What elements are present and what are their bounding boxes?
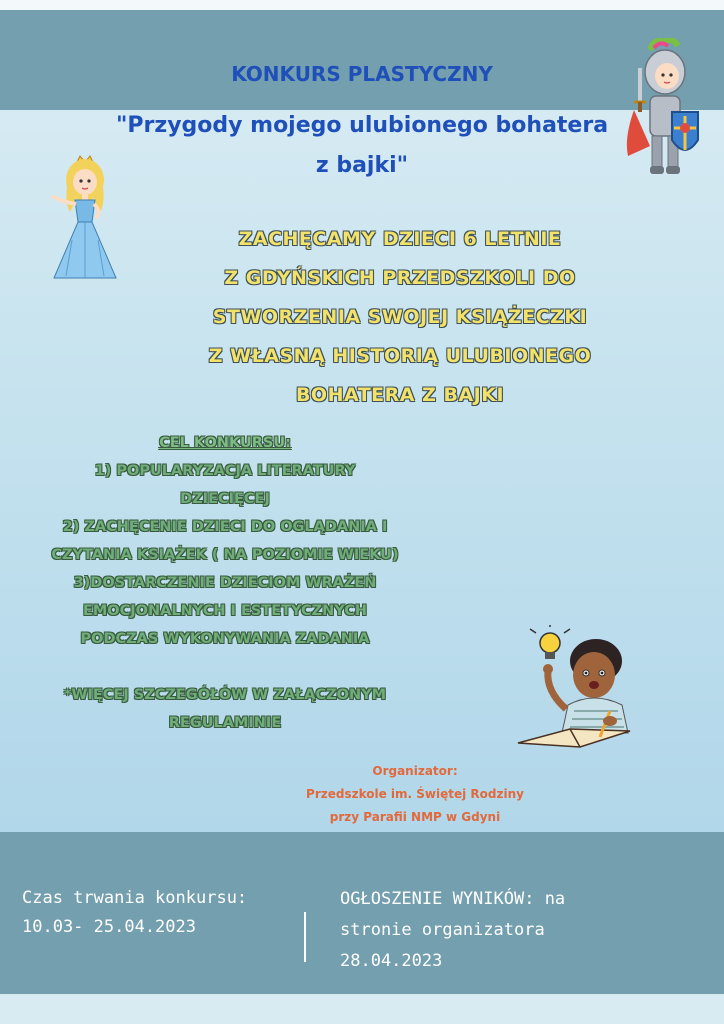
invitation-text [150,220,650,415]
header-band [0,10,724,110]
subtitle-line-2: z bajki" [315,153,409,178]
goal-line: 1) POPULARYZACJA LITERATURY [94,463,356,479]
invitation-line: Z GDYŃSKICH PRZEDSZKOLI DO [224,267,576,289]
invitation-line: ZACHĘCAMY DZIECI 6 LETNIE [238,228,562,250]
results-line-2: stronie organizatora [340,920,545,940]
top-strip [0,0,724,10]
goal-line: EMOCJONALNYCH I ESTETYCZNYCH [82,603,368,619]
results-line-1: OGŁOSZENIE WYNIKÓW: na [340,889,566,909]
reading-child-illustration [510,625,640,750]
goal-line: 3)DOSTARCZENIE DZIECIOM WRAŻEŃ [73,575,377,591]
organizer-label: Organizator: [372,764,458,778]
invitation-line: STWORZENIA SWOJEJ KSIĄŻECZKI [212,306,588,328]
results-announcement [340,884,710,977]
duration-dates: 10.03- 25.04.2023 [22,917,196,937]
goals-heading: CEL KONKURSU: [159,435,291,451]
contest-subtitle [100,106,624,186]
contest-title: KONKURS PLASTYCZNY [231,62,493,86]
regulations-note: *WIĘCEJ SZCZEGÓŁÓW W ZAŁĄCZONYM [63,687,387,703]
invitation-line: Z WŁASNĄ HISTORIĄ ULUBIONEGO [208,345,592,367]
footer-divider [304,912,306,962]
organizer-name: Przedszkole im. Świętej Rodziny [306,787,524,801]
organizer-place: przy Parafii NMP w Gdyni [329,810,501,824]
organizer-block [290,760,540,829]
knight-illustration [620,38,710,183]
contest-goals [20,429,430,737]
goal-line: DZIECIĘCEJ [180,491,270,507]
goal-line: 2) ZACHĘCENIE DZIECI DO OGLĄDANIA I [62,519,388,535]
goal-line: PODCZAS WYKONYWANIA ZADANIA [80,631,370,647]
contest-duration [22,884,312,942]
duration-label: Czas trwania konkursu: [22,888,248,908]
footer-bottom-strip [0,994,724,1024]
princess-illustration [40,150,130,285]
spacer [20,653,430,681]
results-date: 28.04.2023 [340,951,443,971]
goal-line: CZYTANIA KSIĄŻEK ( NA POZIOMIE WIEKU) [51,547,399,563]
invitation-line: BOHATERA Z BAJKI [295,384,505,406]
subtitle-line-1: "Przygody mojego ulubionego bohatera [115,113,609,138]
regulations-note-line-2: REGULAMINIE [168,715,282,731]
